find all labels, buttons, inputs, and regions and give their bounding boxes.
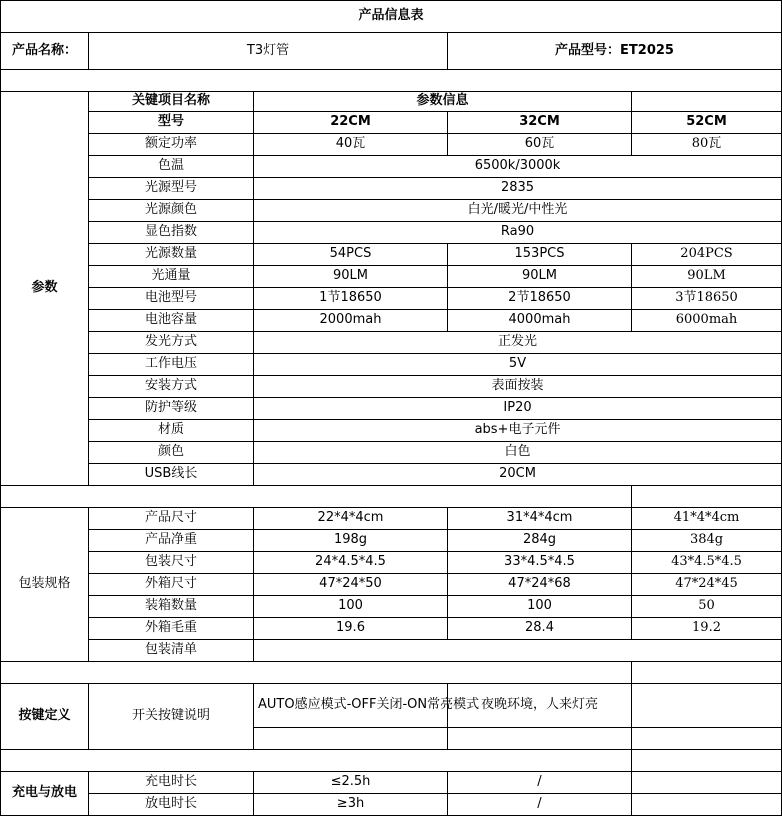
ip-label: 防护等级	[89, 398, 254, 420]
params-header-key: 关键项目名称	[89, 92, 254, 112]
discharge-row	[1, 794, 782, 816]
keys-blank-2	[254, 728, 448, 750]
spacer-row	[1, 70, 782, 92]
discharge-value-2: /	[448, 794, 632, 816]
qty-label: 装箱数量	[89, 596, 254, 618]
battery-type-value-1: 1节18650	[254, 288, 448, 310]
cri-row	[1, 222, 782, 244]
flux-value-1: 90LM	[254, 266, 448, 288]
params-section-label: 参数	[1, 92, 89, 486]
spacer-row-2	[1, 486, 782, 508]
keys-blank-4	[632, 728, 782, 750]
net-value-2: 284g	[448, 530, 632, 552]
carton-row	[1, 574, 782, 596]
net-value-1: 198g	[254, 530, 448, 552]
battery-cap-value-1: 2000mah	[254, 310, 448, 332]
charge-section-label: 充电与放电	[1, 772, 89, 816]
spacer-cell-3b	[632, 662, 782, 684]
install-value: 表面按装	[254, 376, 782, 398]
emit-value: 正发光	[254, 332, 782, 354]
keys-blank-1	[632, 684, 782, 728]
power-value-2: 60瓦	[448, 134, 632, 156]
usb-value: 20CM	[254, 464, 782, 486]
battery-type-value-3: 3节18650	[632, 288, 782, 310]
power-value-3: 80瓦	[632, 134, 782, 156]
cri-label: 显色指数	[89, 222, 254, 244]
pack-list-row	[1, 640, 782, 662]
light-color-value: 白光/暖光/中性光	[254, 200, 782, 222]
spacer-cell	[1, 70, 782, 92]
qty-value-1: 100	[254, 596, 448, 618]
model-row	[1, 112, 782, 134]
spacer-cell-2b	[632, 486, 782, 508]
gross-value-2: 28.4	[448, 618, 632, 640]
sheet-title: 产品信息表	[1, 1, 782, 33]
model-52cm: 52CM	[632, 112, 782, 134]
flux-value-2: 90LM	[448, 266, 632, 288]
pack-size-label: 产品尺寸	[89, 508, 254, 530]
color-temp-label: 色温	[89, 156, 254, 178]
spacer-cell-3a	[1, 662, 632, 684]
power-label: 额定功率	[89, 134, 254, 156]
install-label: 安装方式	[89, 376, 254, 398]
spacer-cell-4a	[1, 750, 632, 772]
battery-cap-row	[1, 310, 782, 332]
spacer-cell-2a	[1, 486, 632, 508]
pack-size-value-3: 41*4*4cm	[632, 508, 782, 530]
led-type-value: 2835	[254, 178, 782, 200]
led-count-value-3: 204PCS	[632, 244, 782, 266]
qty-value-2: 100	[448, 596, 632, 618]
charge-row	[1, 772, 782, 794]
ip-value: IP20	[254, 398, 782, 420]
qty-value-3: 50	[632, 596, 782, 618]
battery-cap-value-2: 4000mah	[448, 310, 632, 332]
model-22cm: 22CM	[254, 112, 448, 134]
install-row	[1, 376, 782, 398]
pack-size-row	[1, 508, 782, 530]
battery-type-row	[1, 288, 782, 310]
usb-label: USB线长	[89, 464, 254, 486]
discharge-blank	[632, 794, 782, 816]
qty-row	[1, 596, 782, 618]
pack-size-value-1: 22*4*4cm	[254, 508, 448, 530]
title-row	[1, 1, 782, 33]
pack-list-label: 包装清单	[89, 640, 254, 662]
flux-row	[1, 266, 782, 288]
pack-row	[1, 552, 782, 574]
material-label: 材质	[89, 420, 254, 442]
power-value-1: 40瓦	[254, 134, 448, 156]
light-color-label: 光源颜色	[89, 200, 254, 222]
voltage-row	[1, 354, 782, 376]
pack-list-value	[254, 640, 782, 662]
led-type-label: 光源型号	[89, 178, 254, 200]
params-header-blank	[632, 92, 782, 112]
gross-value-1: 19.6	[254, 618, 448, 640]
color-value: 白色	[254, 442, 782, 464]
color-temp-value: 6500k/3000k	[254, 156, 782, 178]
keys-blank-3	[448, 728, 632, 750]
product-model: 产品型号：ET2025	[448, 33, 782, 70]
battery-type-label: 电池型号	[89, 288, 254, 310]
charge-value-2: /	[448, 772, 632, 794]
spacer-row-4	[1, 750, 782, 772]
keys-label: 开关按键说明	[89, 684, 254, 750]
carton-value-3: 47*24*45	[632, 574, 782, 596]
ip-row	[1, 398, 782, 420]
charge-label: 充电时长	[89, 772, 254, 794]
cri-value: Ra90	[254, 222, 782, 244]
pack-label: 包装尺寸	[89, 552, 254, 574]
gross-value-3: 19.2	[632, 618, 782, 640]
net-row	[1, 530, 782, 552]
voltage-value: 5V	[254, 354, 782, 376]
keys-section-label: 按键定义	[1, 684, 89, 750]
discharge-label: 放电时长	[89, 794, 254, 816]
led-count-value-1: 54PCS	[254, 244, 448, 266]
product-name-label: 产品名称：	[1, 33, 89, 70]
pack-size-value-2: 31*4*4cm	[448, 508, 632, 530]
led-count-value-2: 153PCS	[448, 244, 632, 266]
usb-row	[1, 464, 782, 486]
model-label: 型号	[89, 112, 254, 134]
battery-cap-label: 电池容量	[89, 310, 254, 332]
charge-blank	[632, 772, 782, 794]
led-count-row	[1, 244, 782, 266]
keys-desc-1: AUTO感应模式-OFF关闭-ON常亮模式	[254, 684, 448, 728]
product-row	[1, 33, 782, 70]
voltage-label: 工作电压	[89, 354, 254, 376]
charge-value-1: ≤2.5h	[254, 772, 448, 794]
net-value-3: 384g	[632, 530, 782, 552]
spacer-row-3	[1, 662, 782, 684]
pack-value-3: 43*4.5*4.5	[632, 552, 782, 574]
model-32cm: 32CM	[448, 112, 632, 134]
gross-row	[1, 618, 782, 640]
params-header-info: 参数信息	[254, 92, 632, 112]
params-header-row	[1, 92, 782, 112]
product-name-value: T3灯管	[89, 33, 448, 70]
battery-cap-value-3: 6000mah	[632, 310, 782, 332]
packing-section-label: 包装规格	[1, 508, 89, 662]
spacer-cell-4b	[632, 750, 782, 772]
net-label: 产品净重	[89, 530, 254, 552]
carton-value-2: 47*24*68	[448, 574, 632, 596]
emit-label: 发光方式	[89, 332, 254, 354]
carton-label: 外箱尺寸	[89, 574, 254, 596]
emit-row	[1, 332, 782, 354]
light-color-row	[1, 200, 782, 222]
color-row	[1, 442, 782, 464]
keys-row	[1, 684, 782, 728]
flux-label: 光通量	[89, 266, 254, 288]
material-row	[1, 420, 782, 442]
gross-label: 外箱毛重	[89, 618, 254, 640]
led-type-row	[1, 178, 782, 200]
battery-type-value-2: 2节18650	[448, 288, 632, 310]
color-label: 颜色	[89, 442, 254, 464]
pack-value-2: 33*4.5*4.5	[448, 552, 632, 574]
led-count-label: 光源数量	[89, 244, 254, 266]
keys-desc-2: 夜晚环境，人来灯亮	[448, 684, 632, 728]
flux-value-3: 90LM	[632, 266, 782, 288]
carton-value-1: 47*24*50	[254, 574, 448, 596]
pack-value-1: 24*4.5*4.5	[254, 552, 448, 574]
color-temp-row	[1, 156, 782, 178]
discharge-value-1: ≥3h	[254, 794, 448, 816]
power-row	[1, 134, 782, 156]
material-value: abs+电子元件	[254, 420, 782, 442]
